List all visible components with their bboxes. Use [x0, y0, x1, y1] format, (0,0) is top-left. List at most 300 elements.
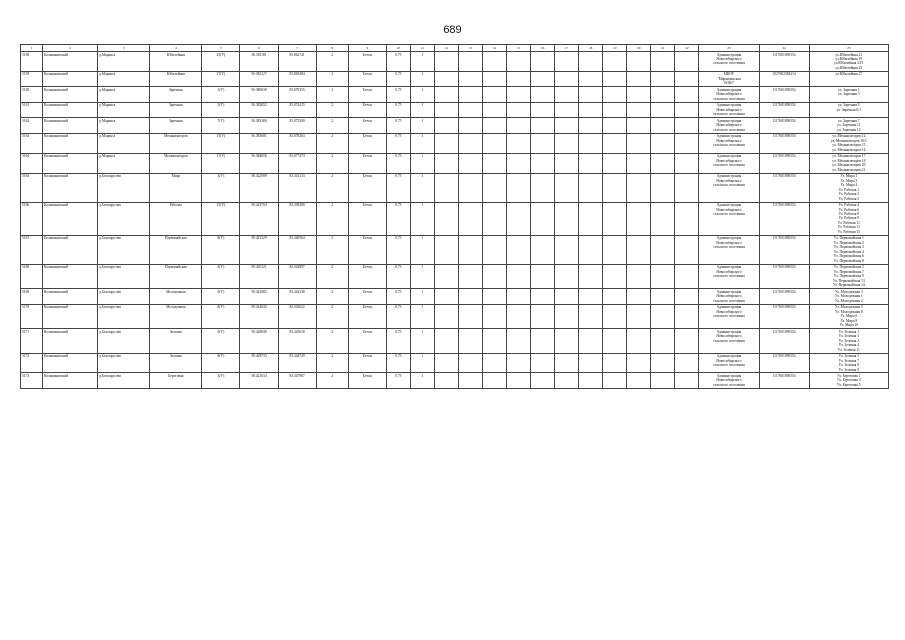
- empty-cell: [675, 353, 699, 373]
- empty-cell: [555, 102, 579, 117]
- empty-cell: [627, 202, 651, 235]
- served-address-cell-line: Ул. Зеленая 3: [838, 334, 859, 339]
- owner-cell: [699, 118, 759, 133]
- house-cell: 15(У): [202, 133, 240, 153]
- empty-cell: [627, 264, 651, 288]
- owner-cell-line: сельского поселения: [713, 112, 745, 117]
- column-header: 6: [240, 45, 278, 52]
- served-address-cell-line: Ул. Молодежная 1: [834, 294, 863, 299]
- table-row: [21, 153, 889, 173]
- material-cell: Бетон: [348, 87, 386, 102]
- served-address-cell-line: Ул. Береговая 5: [837, 382, 861, 387]
- house-cell: 15(У): [202, 202, 240, 235]
- count-cell: 1: [410, 264, 434, 288]
- empty-cell: [434, 118, 458, 133]
- district-cell: Колывановский: [43, 264, 98, 288]
- empty-cell: [651, 289, 675, 304]
- street-cell: Юбилейная: [150, 71, 202, 86]
- settlement-cell: д.Маранса: [98, 133, 150, 153]
- served-address-cell-line: ул. Механизаторов 10/1: [830, 138, 867, 143]
- empty-cell: [531, 329, 555, 353]
- street-cell: Механизаторов: [150, 133, 202, 153]
- inn-cell: 1117601090554: [759, 102, 809, 117]
- street-cell: Зеленая: [150, 329, 202, 353]
- material-cell: Бетон: [348, 304, 386, 328]
- empty-cell: [579, 87, 603, 102]
- count-cell: 1: [410, 202, 434, 235]
- owner-cell: [699, 304, 759, 328]
- quantity-cell: 2: [316, 118, 348, 133]
- served-address-cell-line: Ул. Рабочая 11: [837, 220, 860, 225]
- settlement-cell: д.Маранса: [98, 153, 150, 173]
- empty-cell: [579, 373, 603, 388]
- served-address-cell: [809, 87, 888, 102]
- served-address-cell-line: Ул. Рабочая 4: [838, 203, 860, 208]
- empty-cell: [458, 71, 482, 86]
- served-address-cell: [809, 235, 888, 264]
- table-row: [21, 373, 889, 388]
- owner-cell: [699, 173, 759, 202]
- table-row: [21, 133, 889, 153]
- column-header: 19: [603, 45, 627, 52]
- quantity-cell: 2: [316, 173, 348, 202]
- material-cell: Бетон: [348, 173, 386, 202]
- empty-cell: [482, 102, 506, 117]
- owner-cell-line: Администрация: [716, 236, 742, 241]
- longitude-cell: 83.079255: [278, 87, 316, 102]
- empty-cell: [482, 235, 506, 264]
- empty-cell: [603, 71, 627, 86]
- empty-cell: [507, 304, 531, 328]
- latitude-cell: 58.421034: [240, 373, 278, 388]
- empty-cell: [458, 133, 482, 153]
- owner-cell-line: Администрация: [716, 329, 742, 334]
- owner-cell-line: Администрация: [716, 305, 742, 310]
- served-address-cell-line: ул. Заречная 1: [838, 87, 860, 92]
- count-cell: 1: [410, 353, 434, 373]
- latitude-cell: 56.383180: [240, 118, 278, 133]
- column-header: 20: [627, 45, 651, 52]
- served-address-cell-line: Ул. Первомайская 13: [832, 278, 865, 283]
- empty-cell: [531, 118, 555, 133]
- empty-cell: [555, 87, 579, 102]
- empty-cell: [555, 173, 579, 202]
- inn-cell: 1117601090554: [759, 373, 809, 388]
- empty-cell: [555, 202, 579, 235]
- owner-cell: [699, 202, 759, 235]
- served-address-cell-line: Ул. Рабочая 6: [838, 207, 860, 212]
- served-address-cell-line: Ул. Зеленая 9: [838, 363, 859, 368]
- column-header: 12: [434, 45, 458, 52]
- empty-cell: [507, 373, 531, 388]
- count-cell: 1: [410, 133, 434, 153]
- empty-cell: [603, 153, 627, 173]
- empty-cell: [482, 202, 506, 235]
- served-address-cell-line: ул. Механизаторов 12: [832, 134, 866, 139]
- empty-cell: [651, 118, 675, 133]
- area-cell: 0.75: [386, 304, 410, 328]
- served-address-cell-line: Ул. Мира 6: [840, 314, 858, 319]
- empty-cell: [434, 373, 458, 388]
- column-header: 5: [202, 45, 240, 52]
- empty-cell: [603, 304, 627, 328]
- empty-cell: [458, 264, 482, 288]
- count-cell: 1: [410, 373, 434, 388]
- house-cell: 3(У): [202, 264, 240, 288]
- settlement-cell: д.Белоярусово: [98, 173, 150, 202]
- owner-cell-line: Новосибирского: [716, 294, 742, 299]
- empty-cell: [531, 102, 555, 117]
- served-address-cell-line: ул. Заречная 3: [838, 92, 860, 97]
- table-row: [21, 235, 889, 264]
- empty-cell: [651, 102, 675, 117]
- table-row: [21, 52, 889, 72]
- served-address-cell-line: ул. Механизаторов 20: [832, 163, 866, 168]
- quantity-cell: 2: [316, 71, 348, 86]
- empty-cell: [651, 264, 675, 288]
- served-address-cell-line: Ул. Рабочая 5: [838, 196, 860, 201]
- material-cell: Бетон: [348, 373, 386, 388]
- empty-cell: [434, 173, 458, 202]
- empty-cell: [434, 353, 458, 373]
- owner-cell-line: Новосибирского: [716, 56, 742, 61]
- house-cell: 8(У): [202, 304, 240, 328]
- page-number: 689: [443, 24, 462, 36]
- empty-cell: [579, 173, 603, 202]
- empty-cell: [458, 118, 482, 133]
- settlement-cell: д.Белоярусово: [98, 329, 150, 353]
- district-cell: Колывановский: [43, 118, 98, 133]
- served-address-cell-line: Ул. Рабочая 3: [838, 192, 860, 197]
- empty-cell: [507, 71, 531, 86]
- street-cell: Механизаторов: [150, 153, 202, 173]
- quantity-cell: 2: [316, 102, 348, 117]
- settlement-cell: д.Белоярусово: [98, 353, 150, 373]
- table-row: [21, 87, 889, 102]
- empty-cell: [651, 235, 675, 264]
- row-number-cell: 5172: [21, 353, 43, 373]
- house-cell: 8(У): [202, 235, 240, 264]
- latitude-cell: 58.424043: [240, 304, 278, 328]
- settlement-cell: д.Маранса: [98, 87, 150, 102]
- empty-cell: [651, 173, 675, 202]
- owner-cell-line: Администрация: [716, 154, 742, 159]
- column-header: 16: [531, 45, 555, 52]
- latitude-cell: 58.421329: [240, 235, 278, 264]
- empty-cell: [507, 202, 531, 235]
- area-cell: 0.75: [386, 202, 410, 235]
- quantity-cell: 2: [316, 373, 348, 388]
- house-cell: 3(У): [202, 173, 240, 202]
- owner-cell-line: Новосибирского: [716, 309, 742, 314]
- empty-cell: [675, 373, 699, 388]
- material-cell: Бетон: [348, 289, 386, 304]
- inn-cell: 1117601090554: [759, 304, 809, 328]
- settlement-cell: д.Маранса: [98, 118, 150, 133]
- empty-cell: [627, 173, 651, 202]
- area-cell: 0.75: [386, 373, 410, 388]
- material-cell: Бетон: [348, 118, 386, 133]
- empty-cell: [507, 87, 531, 102]
- table-header-row: [21, 45, 889, 52]
- street-cell: Заречная: [150, 118, 202, 133]
- district-cell: Колывановский: [43, 71, 98, 86]
- table-row: [21, 264, 889, 288]
- material-cell: Бетон: [348, 52, 386, 72]
- settlement-cell: д.Белоярусово: [98, 373, 150, 388]
- served-address-cell: [809, 153, 888, 173]
- quantity-cell: 2: [316, 133, 348, 153]
- house-cell: 1(У): [202, 87, 240, 102]
- served-address-cell: [809, 118, 888, 133]
- area-cell: 0.75: [386, 52, 410, 72]
- served-address-cell: [809, 353, 888, 373]
- column-header: 10: [386, 45, 410, 52]
- area-cell: 0.75: [386, 353, 410, 373]
- material-cell: Бетон: [348, 329, 386, 353]
- longitude-cell: 83.862741: [278, 52, 316, 72]
- owner-cell-line: сельского поселения: [713, 363, 745, 368]
- owner-cell-line: Новосибирского: [716, 178, 742, 183]
- owner-cell-line: Администрация: [716, 103, 742, 108]
- quantity-cell: 2: [316, 353, 348, 373]
- area-cell: 0.75: [386, 289, 410, 304]
- owner-cell-line: сельского поселения: [713, 245, 745, 250]
- owner-cell-line: Новосибирского: [716, 123, 742, 128]
- latitude-cell: 56.381181: [240, 52, 278, 72]
- empty-cell: [434, 52, 458, 72]
- column-header: 9: [348, 45, 386, 52]
- served-address-cell: [809, 102, 888, 117]
- empty-cell: [675, 304, 699, 328]
- empty-cell: [627, 52, 651, 72]
- served-address-cell-line: Ул. Мира 8: [840, 318, 858, 323]
- row-number-cell: 5162: [21, 118, 43, 133]
- material-cell: Бетон: [348, 235, 386, 264]
- area-cell: 0.75: [386, 102, 410, 117]
- column-header: 21: [651, 45, 675, 52]
- empty-cell: [603, 52, 627, 72]
- served-address-cell-line: Ул. Береговая 1: [837, 373, 861, 378]
- settlement-cell: д.Белоярусово: [98, 264, 150, 288]
- owner-cell-line: сельского поселения: [713, 163, 745, 168]
- empty-cell: [651, 353, 675, 373]
- empty-cell: [651, 71, 675, 86]
- owner-cell-line: сельского поселения: [713, 314, 745, 319]
- quantity-cell: 2: [316, 304, 348, 328]
- empty-cell: [579, 235, 603, 264]
- latitude-cell: 56.383601: [240, 133, 278, 153]
- empty-cell: [507, 153, 531, 173]
- inn-cell: 1117601090554: [759, 289, 809, 304]
- column-header: 25: [809, 45, 888, 52]
- empty-cell: [434, 71, 458, 86]
- row-number-cell: 5159: [21, 71, 43, 86]
- empty-cell: [507, 173, 531, 202]
- served-address-cell-line: Ул. Рабочая 15: [837, 229, 860, 234]
- empty-cell: [555, 118, 579, 133]
- table-row: [21, 173, 889, 202]
- owner-cell-line: Администрация: [716, 289, 742, 294]
- owner-cell-line: сельского поселения: [713, 382, 745, 387]
- empty-cell: [555, 264, 579, 288]
- served-address-cell-line: ул.Юбилейная 21: [835, 52, 863, 57]
- owner-cell: [699, 235, 759, 264]
- column-header: 8: [316, 45, 348, 52]
- served-address-cell-line: Ул. Первомайская 1: [833, 236, 864, 241]
- empty-cell: [555, 52, 579, 72]
- empty-cell: [482, 153, 506, 173]
- empty-cell: [555, 289, 579, 304]
- empty-cell: [675, 87, 699, 102]
- empty-cell: [507, 133, 531, 153]
- empty-cell: [579, 202, 603, 235]
- settlement-cell: д.Белоярусово: [98, 289, 150, 304]
- quantity-cell: 2: [316, 153, 348, 173]
- served-address-cell-line: Ул. Молодежная 8: [834, 309, 863, 314]
- latitude-cell: 58.422908: [240, 173, 278, 202]
- owner-cell-line: Администрация: [716, 134, 742, 139]
- street-cell: Зеленая: [150, 353, 202, 373]
- table-row: [21, 329, 889, 353]
- empty-cell: [434, 133, 458, 153]
- empty-cell: [651, 202, 675, 235]
- empty-cell: [458, 102, 482, 117]
- empty-cell: [482, 71, 506, 86]
- longitude-cell: 83.347967: [278, 373, 316, 388]
- longitude-cell: 83.865484: [278, 71, 316, 86]
- latitude-cell: 56.380638: [240, 87, 278, 102]
- area-cell: 0.75: [386, 153, 410, 173]
- quantity-cell: 2: [316, 289, 348, 304]
- owner-cell-line: Новосибирского: [716, 207, 742, 212]
- table-row: [21, 289, 889, 304]
- served-address-cell-line: Ул. Молодежная 2: [834, 298, 863, 303]
- row-number-cell: 5171: [21, 329, 43, 353]
- owner-cell-line: сельского поселения: [713, 338, 745, 343]
- empty-cell: [434, 264, 458, 288]
- district-cell: Колывановский: [43, 173, 98, 202]
- empty-cell: [627, 373, 651, 388]
- register-table: [20, 44, 889, 389]
- area-cell: 0.75: [386, 71, 410, 86]
- street-cell: Первомайская: [150, 235, 202, 264]
- empty-cell: [507, 353, 531, 373]
- count-cell: 1: [410, 102, 434, 117]
- empty-cell: [482, 304, 506, 328]
- district-cell: Колывановский: [43, 304, 98, 328]
- empty-cell: [627, 329, 651, 353]
- empty-cell: [458, 153, 482, 173]
- empty-cell: [434, 289, 458, 304]
- served-address-cell-line: Ул. Мира 3: [840, 178, 858, 183]
- empty-cell: [675, 289, 699, 304]
- inn-cell: 1117601090554: [759, 235, 809, 264]
- empty-cell: [458, 235, 482, 264]
- owner-cell-line: Новосибирского: [716, 92, 742, 97]
- empty-cell: [603, 102, 627, 117]
- empty-cell: [531, 153, 555, 173]
- served-address-cell-line: Ул. Зеленая 2: [838, 338, 859, 343]
- empty-cell: [482, 264, 506, 288]
- district-cell: Колывановский: [43, 373, 98, 388]
- district-cell: Колывановский: [43, 202, 98, 235]
- served-address-cell-line: ул. Заречная 6/1: [836, 107, 861, 112]
- empty-cell: [507, 235, 531, 264]
- row-number-cell: 5163: [21, 133, 43, 153]
- count-cell: 1: [410, 304, 434, 328]
- served-address-cell-line: ул.Юбилейная 19: [835, 56, 863, 61]
- longitude-cell: 83.074415: [278, 102, 316, 117]
- served-address-cell-line: Ул. Зеленая 8: [838, 367, 859, 372]
- latitude-cell: 58.422985: [240, 289, 278, 304]
- served-address-cell: [809, 71, 888, 86]
- district-cell: Колывановский: [43, 353, 98, 373]
- table-row: [21, 118, 889, 133]
- longitude-cell: 83.343622: [278, 304, 316, 328]
- count-cell: 1: [410, 153, 434, 173]
- empty-cell: [531, 373, 555, 388]
- inn-cell: 1117601090554: [759, 118, 809, 133]
- empty-cell: [458, 202, 482, 235]
- owner-cell-line: сельского поселения: [713, 143, 745, 148]
- latitude-cell: 58.420121: [240, 264, 278, 288]
- empty-cell: [555, 71, 579, 86]
- served-address-cell-line: Ул. Первомайская 3: [833, 245, 864, 250]
- inn-cell: 1117601090554: [759, 87, 809, 102]
- empty-cell: [434, 87, 458, 102]
- inn-cell: 1117601090554: [759, 353, 809, 373]
- area-cell: 0.75: [386, 133, 410, 153]
- empty-cell: [627, 353, 651, 373]
- empty-cell: [555, 373, 579, 388]
- empty-cell: [651, 329, 675, 353]
- owner-cell: [699, 133, 759, 153]
- longitude-cell: 83.342338: [278, 289, 316, 304]
- empty-cell: [675, 118, 699, 133]
- empty-cell: [579, 264, 603, 288]
- empty-cell: [603, 329, 627, 353]
- empty-cell: [627, 71, 651, 86]
- served-address-cell-line: Ул. Первомайская 4: [833, 249, 864, 254]
- empty-cell: [458, 353, 482, 373]
- served-address-cell-line: ул. Механизаторов 17: [832, 154, 866, 159]
- served-address-cell: [809, 264, 888, 288]
- house-cell: 7(У): [202, 118, 240, 133]
- empty-cell: [627, 289, 651, 304]
- empty-cell: [531, 289, 555, 304]
- empty-cell: [675, 173, 699, 202]
- empty-cell: [651, 87, 675, 102]
- served-address-cell-line: ул. Заречная 7: [838, 118, 860, 123]
- empty-cell: [555, 329, 579, 353]
- served-address-cell-line: ул.Юбилейная 27: [835, 72, 863, 77]
- empty-cell: [555, 235, 579, 264]
- owner-cell-line: Администрация: [716, 203, 742, 208]
- empty-cell: [531, 304, 555, 328]
- empty-cell: [675, 202, 699, 235]
- column-header: 22: [675, 45, 699, 52]
- settlement-cell: д.Белоярусово: [98, 235, 150, 264]
- quantity-cell: 2: [316, 235, 348, 264]
- served-address-cell: [809, 373, 888, 388]
- owner-cell-line: Новосибирского: [716, 269, 742, 274]
- empty-cell: [434, 102, 458, 117]
- empty-cell: [627, 235, 651, 264]
- empty-cell: [675, 102, 699, 117]
- served-address-cell-line: Ул. Мира 1: [840, 174, 858, 179]
- material-cell: Бетон: [348, 353, 386, 373]
